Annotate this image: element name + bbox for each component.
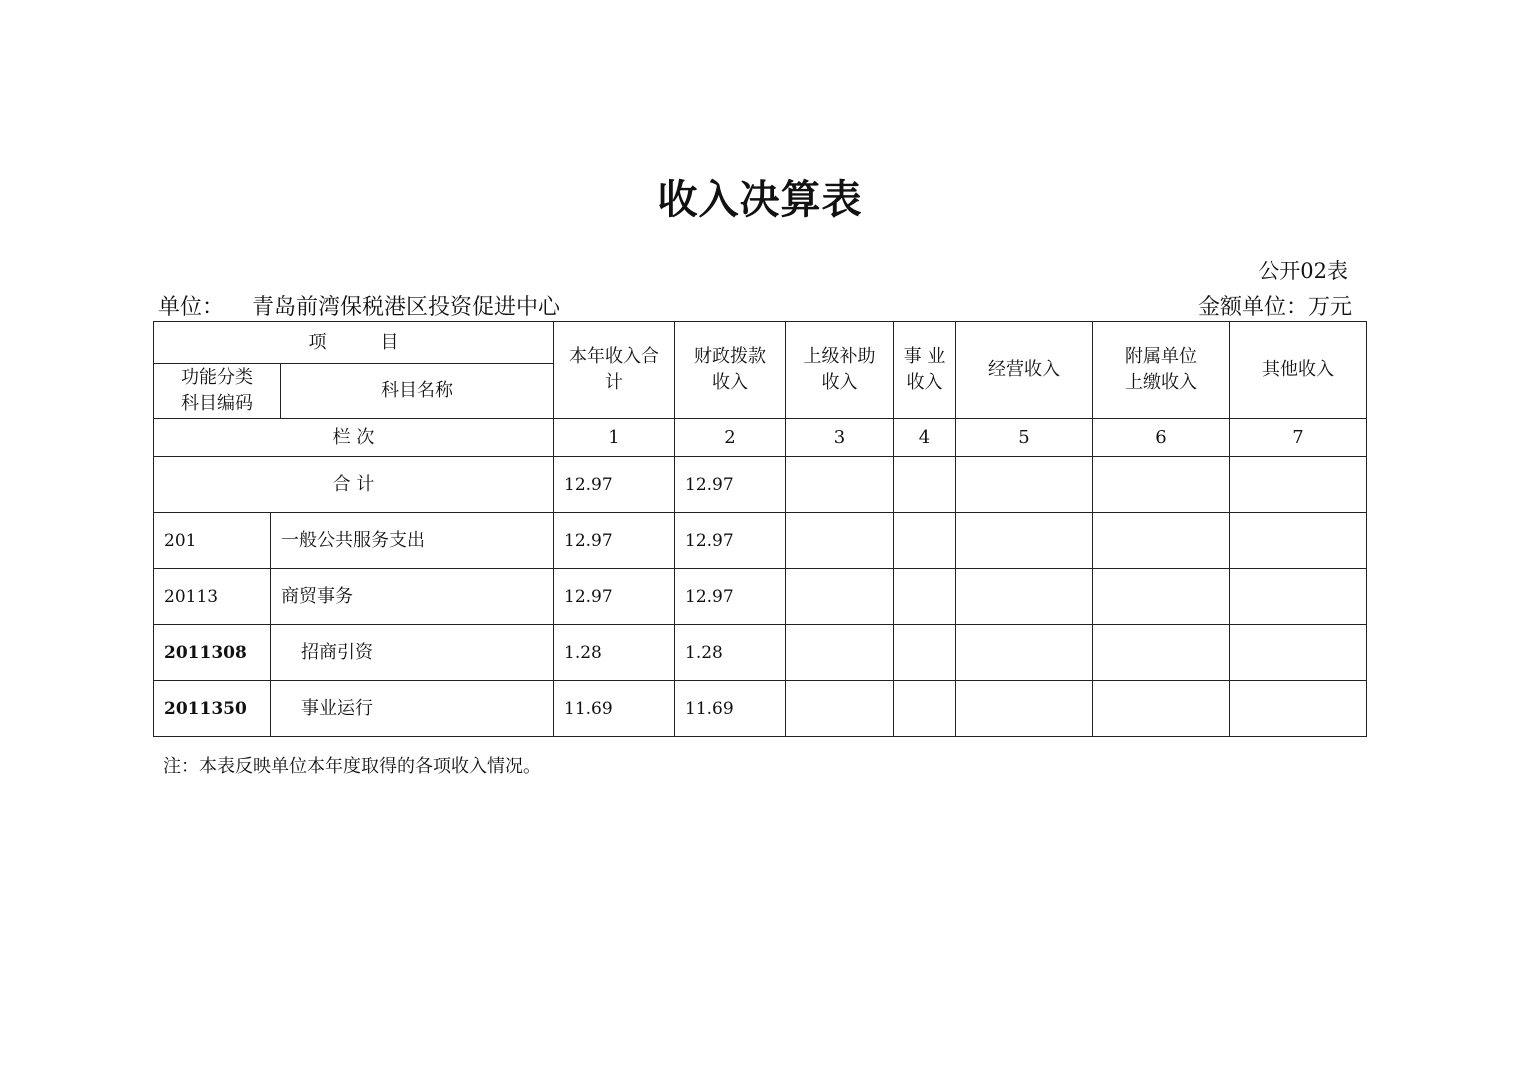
func-code: 2011350 [154, 681, 271, 737]
table-cell: 1.28 [675, 625, 786, 681]
table-row [154, 625, 1367, 681]
table-cell [786, 681, 894, 737]
col-number: 3 [786, 419, 894, 457]
income-table [153, 321, 1367, 737]
table-cell [1230, 625, 1367, 681]
header-subject-name: 科目名称 [281, 364, 554, 419]
col-number: 6 [1093, 419, 1230, 457]
table-cell [786, 513, 894, 569]
func-code: 20113 [154, 569, 271, 625]
table-cell [894, 513, 956, 569]
subject-name: 事业运行 [271, 681, 554, 737]
table-cell [956, 513, 1093, 569]
table-cell: 12.97 [554, 569, 675, 625]
table-cell [956, 681, 1093, 737]
table-cell [1230, 513, 1367, 569]
page-title: 收入决算表 [657, 177, 863, 223]
table-cell [894, 681, 956, 737]
table-cell: 12.97 [675, 569, 786, 625]
func-code: 201 [154, 513, 271, 569]
total-label: 合 计 [154, 457, 554, 513]
table-cell [894, 625, 956, 681]
table-note: 注：本表反映单位本年度取得的各项收入情况。 [163, 756, 541, 777]
table-cell [1093, 625, 1230, 681]
amount-unit: 金额单位：万元 [1197, 295, 1352, 320]
table-cell [786, 457, 894, 513]
header-col-3: 上级补助 收入 [786, 322, 894, 419]
header-col-2: 财政拨款 收入 [675, 322, 786, 419]
table-cell [1230, 569, 1367, 625]
table-cell [894, 569, 956, 625]
table-cell [786, 625, 894, 681]
header-col-5: 经营收入 [956, 322, 1093, 419]
subject-name: 一般公共服务支出 [271, 513, 554, 569]
col-number: 5 [956, 419, 1093, 457]
header-col-1: 本年收入合 计 [554, 322, 675, 419]
table-cell [1093, 513, 1230, 569]
subject-name: 商贸事务 [271, 569, 554, 625]
table-cell: 12.97 [675, 457, 786, 513]
table-cell: 11.69 [554, 681, 675, 737]
table-row [154, 681, 1367, 737]
table-row [154, 569, 1367, 625]
unit-label: 单位： [158, 295, 225, 320]
table-cell [1093, 457, 1230, 513]
table-cell [956, 569, 1093, 625]
table-cell [1093, 569, 1230, 625]
table-cell [1093, 681, 1230, 737]
row-index-label: 栏 次 [154, 419, 554, 457]
unit-info [158, 290, 560, 321]
table-cell [1230, 681, 1367, 737]
table-cell [1230, 457, 1367, 513]
table-row [154, 513, 1367, 569]
col-number: 1 [554, 419, 675, 457]
subject-name: 招商引资 [271, 625, 554, 681]
table-cell: 1.28 [554, 625, 675, 681]
func-code: 2011308 [154, 625, 271, 681]
col-number: 4 [894, 419, 956, 457]
table-cell [956, 457, 1093, 513]
header-col-6: 附属单位 上缴收入 [1093, 322, 1230, 419]
col-number: 2 [675, 419, 786, 457]
table-cell: 12.97 [554, 457, 675, 513]
table-cell: 12.97 [554, 513, 675, 569]
form-number: 公开02表 [1258, 259, 1348, 283]
table-cell [894, 457, 956, 513]
header-func-code: 功能分类 科目编码 [154, 364, 281, 419]
table-cell: 11.69 [675, 681, 786, 737]
col-number: 7 [1230, 419, 1367, 457]
table-cell: 12.97 [675, 513, 786, 569]
table-cell [956, 625, 1093, 681]
header-col-7: 其他收入 [1230, 322, 1367, 419]
header-item: 项 目 [154, 322, 554, 364]
org-name: 青岛前湾保税港区投资促进中心 [252, 295, 561, 320]
total-row [154, 457, 1367, 513]
header-col-4: 事 业 收入 [894, 322, 956, 419]
table-cell [786, 569, 894, 625]
